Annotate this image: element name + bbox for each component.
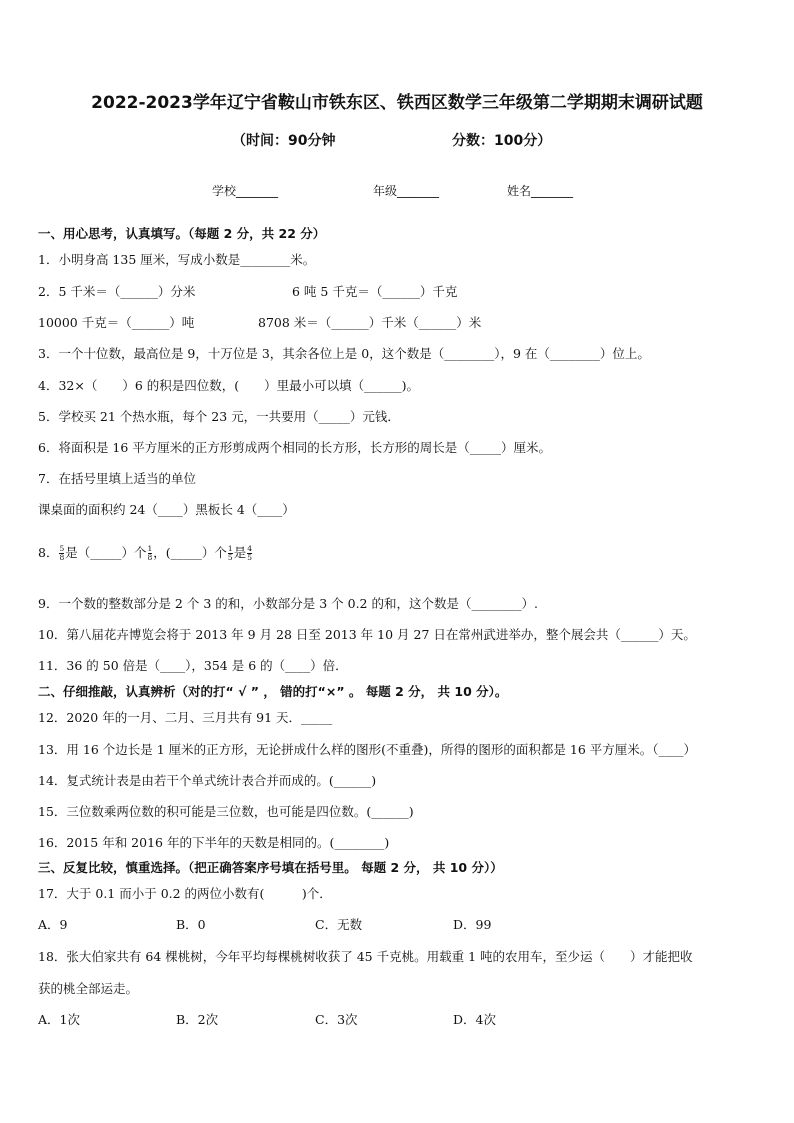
question-18-option-c: C．3次 <box>315 1012 358 1027</box>
question-9: 9．一个数的整数部分是 2 个 3 的和，小数部分是 3 个 0.2 的和，这个数是（________）. <box>38 596 538 611</box>
question-17-option-d: D．99 <box>453 917 492 932</box>
question-18-option-d: D．4次 <box>453 1012 496 1027</box>
question-17-option-a: A．9 <box>38 917 68 932</box>
question-5: 5．学校买 21 个热水瓶，每个 23 元，一共要用（_____）元钱． <box>38 409 400 424</box>
question-16: 16．2015 年和 2016 年的下半年的天数是相同的。(________) <box>38 835 390 850</box>
exam-score: 分数：100分） <box>452 133 552 149</box>
question-7: 7．在括号里填上适当的单位 <box>38 471 196 486</box>
question-7-line-2: 课桌面的面积约 24（____）黑板长 4（____） <box>38 502 295 517</box>
school-field: 学校_______ <box>212 184 279 198</box>
question-14: 14．复式统计表是由若干个单式统计表合并而成的。(______) <box>38 773 377 788</box>
question-1: 1．小明身高 135 厘米，写成小数是________米。 <box>38 252 316 267</box>
question-12: 12．2020 年的一月、二月、三月共有 91 天．_____ <box>38 710 333 725</box>
question-18-option-a: A．1次 <box>38 1012 80 1027</box>
fraction-4-5: $\frac{4}{5}$ <box>247 544 252 562</box>
name-field: 姓名_______ <box>507 184 574 198</box>
question-2b: 6 吨 5 千克＝（______）千克 <box>292 284 458 299</box>
fraction-1-5: $\frac{1}{5}$ <box>227 544 233 562</box>
question-15: 15．三位数乘两位数的积可能是三位数，也可能是四位数。(______) <box>38 804 414 819</box>
question-8-number: 8． <box>38 545 59 560</box>
question-17-option-b: B．0 <box>176 917 206 932</box>
section-2-heading: 二、仔细推敲，认真辨析（对的打“ √ ” ， 错的打“×” 。 每题 2 分， 共 10 分）。 <box>38 684 508 699</box>
fraction-1-8: $\frac{1}{8}$ <box>147 544 153 562</box>
grade-field: 年级_______ <box>373 184 440 198</box>
question-13: 13．用 16 个边长是 1 厘米的正方形，无论拼成什么样的图形(不重叠)，所得的图形的面积都是 16 平方厘米。（____） <box>38 742 697 757</box>
exam-time: （时间：90分钟 <box>232 133 336 149</box>
question-6: 6．将面积是 16 平方厘米的正方形剪成两个相同的长方形，长方形的周长是（_____）厘米。 <box>38 440 552 455</box>
question-17: 17．大于 0.1 而小于 0.2 的两位小数有( )个． <box>38 886 332 901</box>
question-17-option-c: C．无数 <box>315 917 363 932</box>
question-8: 8． $\frac{5}{8}$ 是（_____）个 $\frac{1}{8}$ ，(_____）个 $\frac{1}{5}$ 是 $\frac{4}{5}$ <box>38 544 252 562</box>
question-2a: 2．5 千米＝（______）分米 <box>38 284 196 299</box>
exam-title: 2022-2023学年辽宁省鞍山市铁东区、铁西区数学三年级第二学期期末调研试题 <box>91 93 703 113</box>
question-3: 3．一个十位数，最高位是 9，十万位是 3，其余各位上是 0，这个数是（________），9 在（________）位上。 <box>38 346 650 361</box>
section-3-heading: 三、反复比较，慎重选择。（把正确答案序号填在括号里。 每题 2 分， 共 10 分）） <box>38 860 503 875</box>
question-18-line-2: 获的桃全部运走。 <box>38 981 139 996</box>
question-2d: 8708 米＝（______）千米（______）米 <box>258 315 482 330</box>
section-1-heading: 一、用心思考，认真填写。（每题 2 分，共 22 分） <box>38 226 326 241</box>
question-4: 4．32×（ ）6 的积是四位数，( ）里最小可以填（______)。 <box>38 378 420 393</box>
fraction-5-8: $\frac{5}{8}$ <box>59 544 65 562</box>
question-10: 10．第八届花卉博览会将于 2013 年 9 月 28 日至 2013 年 10 月 27 日在常州武进举办，整个展会共（______）天。 <box>38 627 696 642</box>
question-11: 11．36 的 50 倍是（____），354 是 6 的（____）倍． <box>38 658 348 673</box>
question-18-option-b: B．2次 <box>176 1012 219 1027</box>
question-18: 18．张大伯家共有 64 棵桃树，今年平均每棵桃树收获了 45 千克桃。用载重 1 吨的农用车，至少运（ ）才能把收 <box>38 949 693 964</box>
question-2c: 10000 千克＝（______）吨 <box>38 315 195 330</box>
